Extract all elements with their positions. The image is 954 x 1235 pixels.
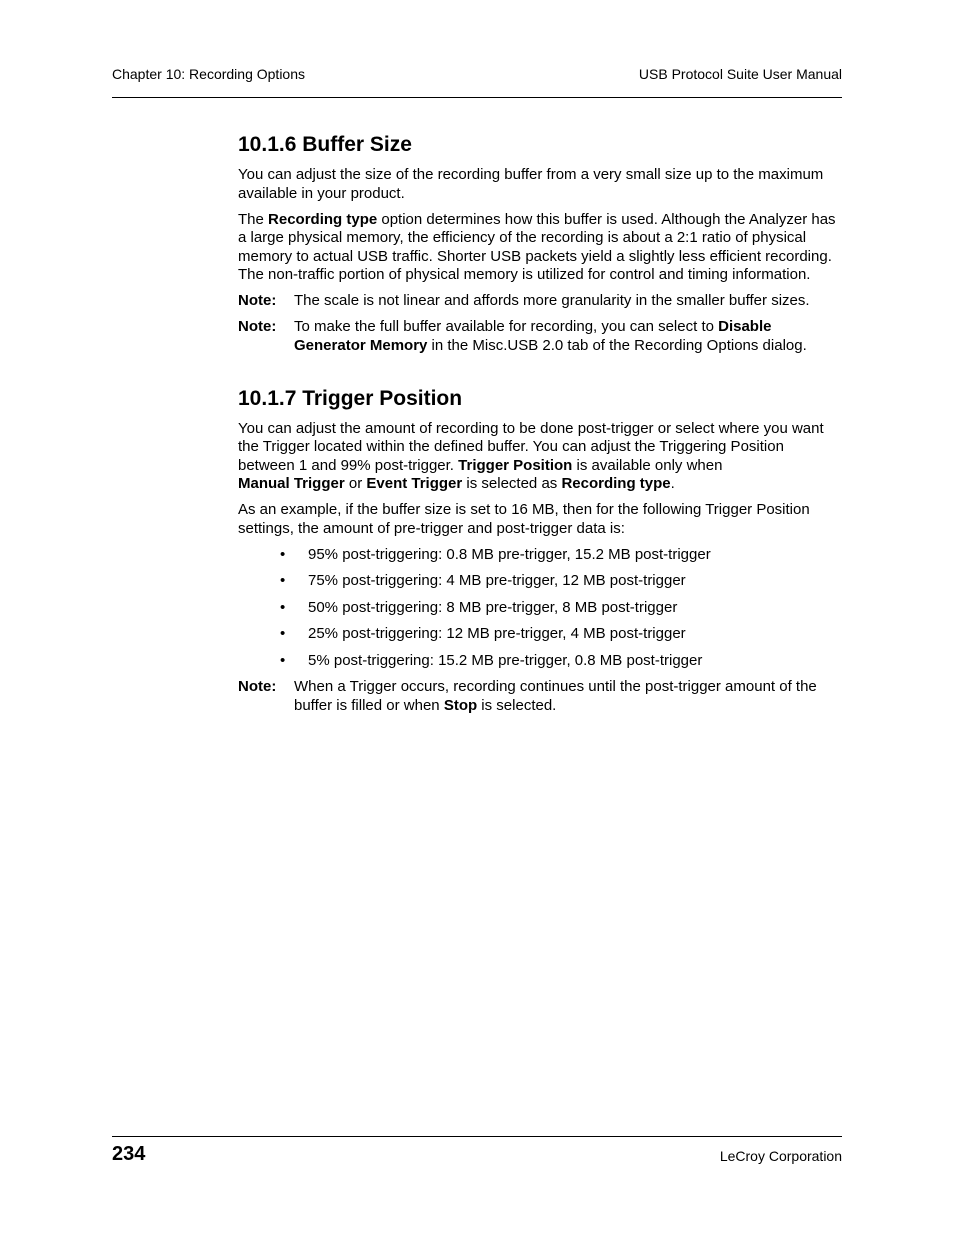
note-label: Note:: [238, 678, 277, 696]
list-item-text: 95% post-triggering: 0.8 MB pre-trigger, 15.2 MB post-trigger: [308, 545, 711, 563]
list-item: [238, 652, 842, 671]
section-heading-buffer-size: 10.1.6 Buffer Size: [238, 133, 412, 156]
list-item: [238, 546, 842, 565]
bold-term-trigger-position: Trigger Position: [458, 456, 573, 474]
list-item: [238, 625, 842, 644]
page-number: 234: [112, 1143, 146, 1165]
text-run: in the Misc.USB 2.0 tab of the Recording Options dialog.: [427, 336, 807, 354]
list-item-text: 25% post-triggering: 12 MB pre-trigger, 4 MB post-trigger: [308, 625, 686, 643]
text-run: is selected.: [477, 696, 557, 714]
trigger-position-paragraph-1: [238, 420, 842, 494]
bullet-icon: •: [280, 625, 286, 643]
bullet-icon: •: [280, 572, 286, 590]
text-run: is available only when: [572, 456, 723, 474]
list-item: [238, 572, 842, 591]
note-trigger-occurs: [238, 678, 842, 715]
list-item: [238, 599, 842, 618]
footer-company: LeCroy Corporation: [719, 1148, 842, 1164]
bullet-icon: •: [280, 598, 286, 616]
text-run: When a Trigger occurs, recording continues until the post-trigger amount of the buffer is filled or when: [294, 678, 817, 714]
bullet-icon: •: [280, 545, 286, 563]
bold-term-event-trigger: Event Trigger: [366, 475, 463, 493]
note-disable-generator: [238, 318, 842, 355]
note-label: Note:: [238, 318, 277, 336]
note-scale: [238, 292, 842, 311]
note-label: Note:: [238, 292, 277, 310]
text-run: You can adjust the amount of recording to be done post-trigger or select where you want the Trigger located within the defined buffer. You can adjust the Triggering Position between 1 and 99% post-trigger.: [238, 419, 824, 474]
list-item-text: 75% post-triggering: 4 MB pre-trigger, 12 MB post-trigger: [308, 572, 686, 590]
trigger-example-list: [238, 546, 842, 671]
buffer-size-paragraph-1: You can adjust the size of the recording buffer from a very small size up to the maximum available in your product.: [238, 166, 824, 202]
bold-term-recording-type: Recording type: [561, 475, 671, 493]
text-run: or: [344, 475, 367, 493]
header-manual-title: USB Protocol Suite User Manual: [638, 66, 842, 82]
page-content: [238, 130, 842, 723]
text-run: To make the full buffer available for recording, you can select to: [294, 318, 719, 336]
text-run: is selected as: [462, 475, 562, 493]
note-text: [294, 318, 842, 355]
buffer-size-paragraph-2: [238, 211, 842, 285]
bold-term-disable-generator-memory: Disable Generator Memory: [294, 318, 772, 354]
footer-rule: [112, 1136, 842, 1137]
text-run: .: [670, 475, 675, 493]
bold-term-manual-trigger: Manual Trigger: [238, 475, 345, 493]
text-run: option determines how this buffer is used. Although the Analyzer has a large physical memory, the efficiency of the recording is about a 2:1 ratio of physical memory to actual USB traffic. Shorter USB packets yield a slightly less efficient recording. The non-traffic portion of physical memory is utilized for control and timing information.: [238, 210, 836, 284]
bold-term-stop: Stop: [443, 696, 478, 714]
note-text: The scale is not linear and affords more granularity in the smaller buffer sizes.: [294, 292, 810, 310]
list-item-text: 5% post-triggering: 15.2 MB pre-trigger, 0.8 MB post-trigger: [308, 651, 703, 669]
text-run: The: [238, 210, 269, 228]
list-item-text: 50% post-triggering: 8 MB pre-trigger, 8 MB post-trigger: [308, 598, 678, 616]
header-rule: [112, 97, 842, 98]
section-heading-trigger-position: 10.1.7 Trigger Position: [238, 386, 463, 410]
header-chapter-title: Chapter 10: Recording Options: [112, 66, 305, 82]
trigger-position-paragraph-2: As an example, if the buffer size is set to 16 MB, then for the following Trigger Position settings, the amount of pre-trigger and post-trigger data is:: [238, 501, 810, 537]
bold-term-recording-type: Recording type: [268, 210, 378, 228]
note-text: [294, 678, 842, 715]
bullet-icon: •: [280, 651, 286, 669]
